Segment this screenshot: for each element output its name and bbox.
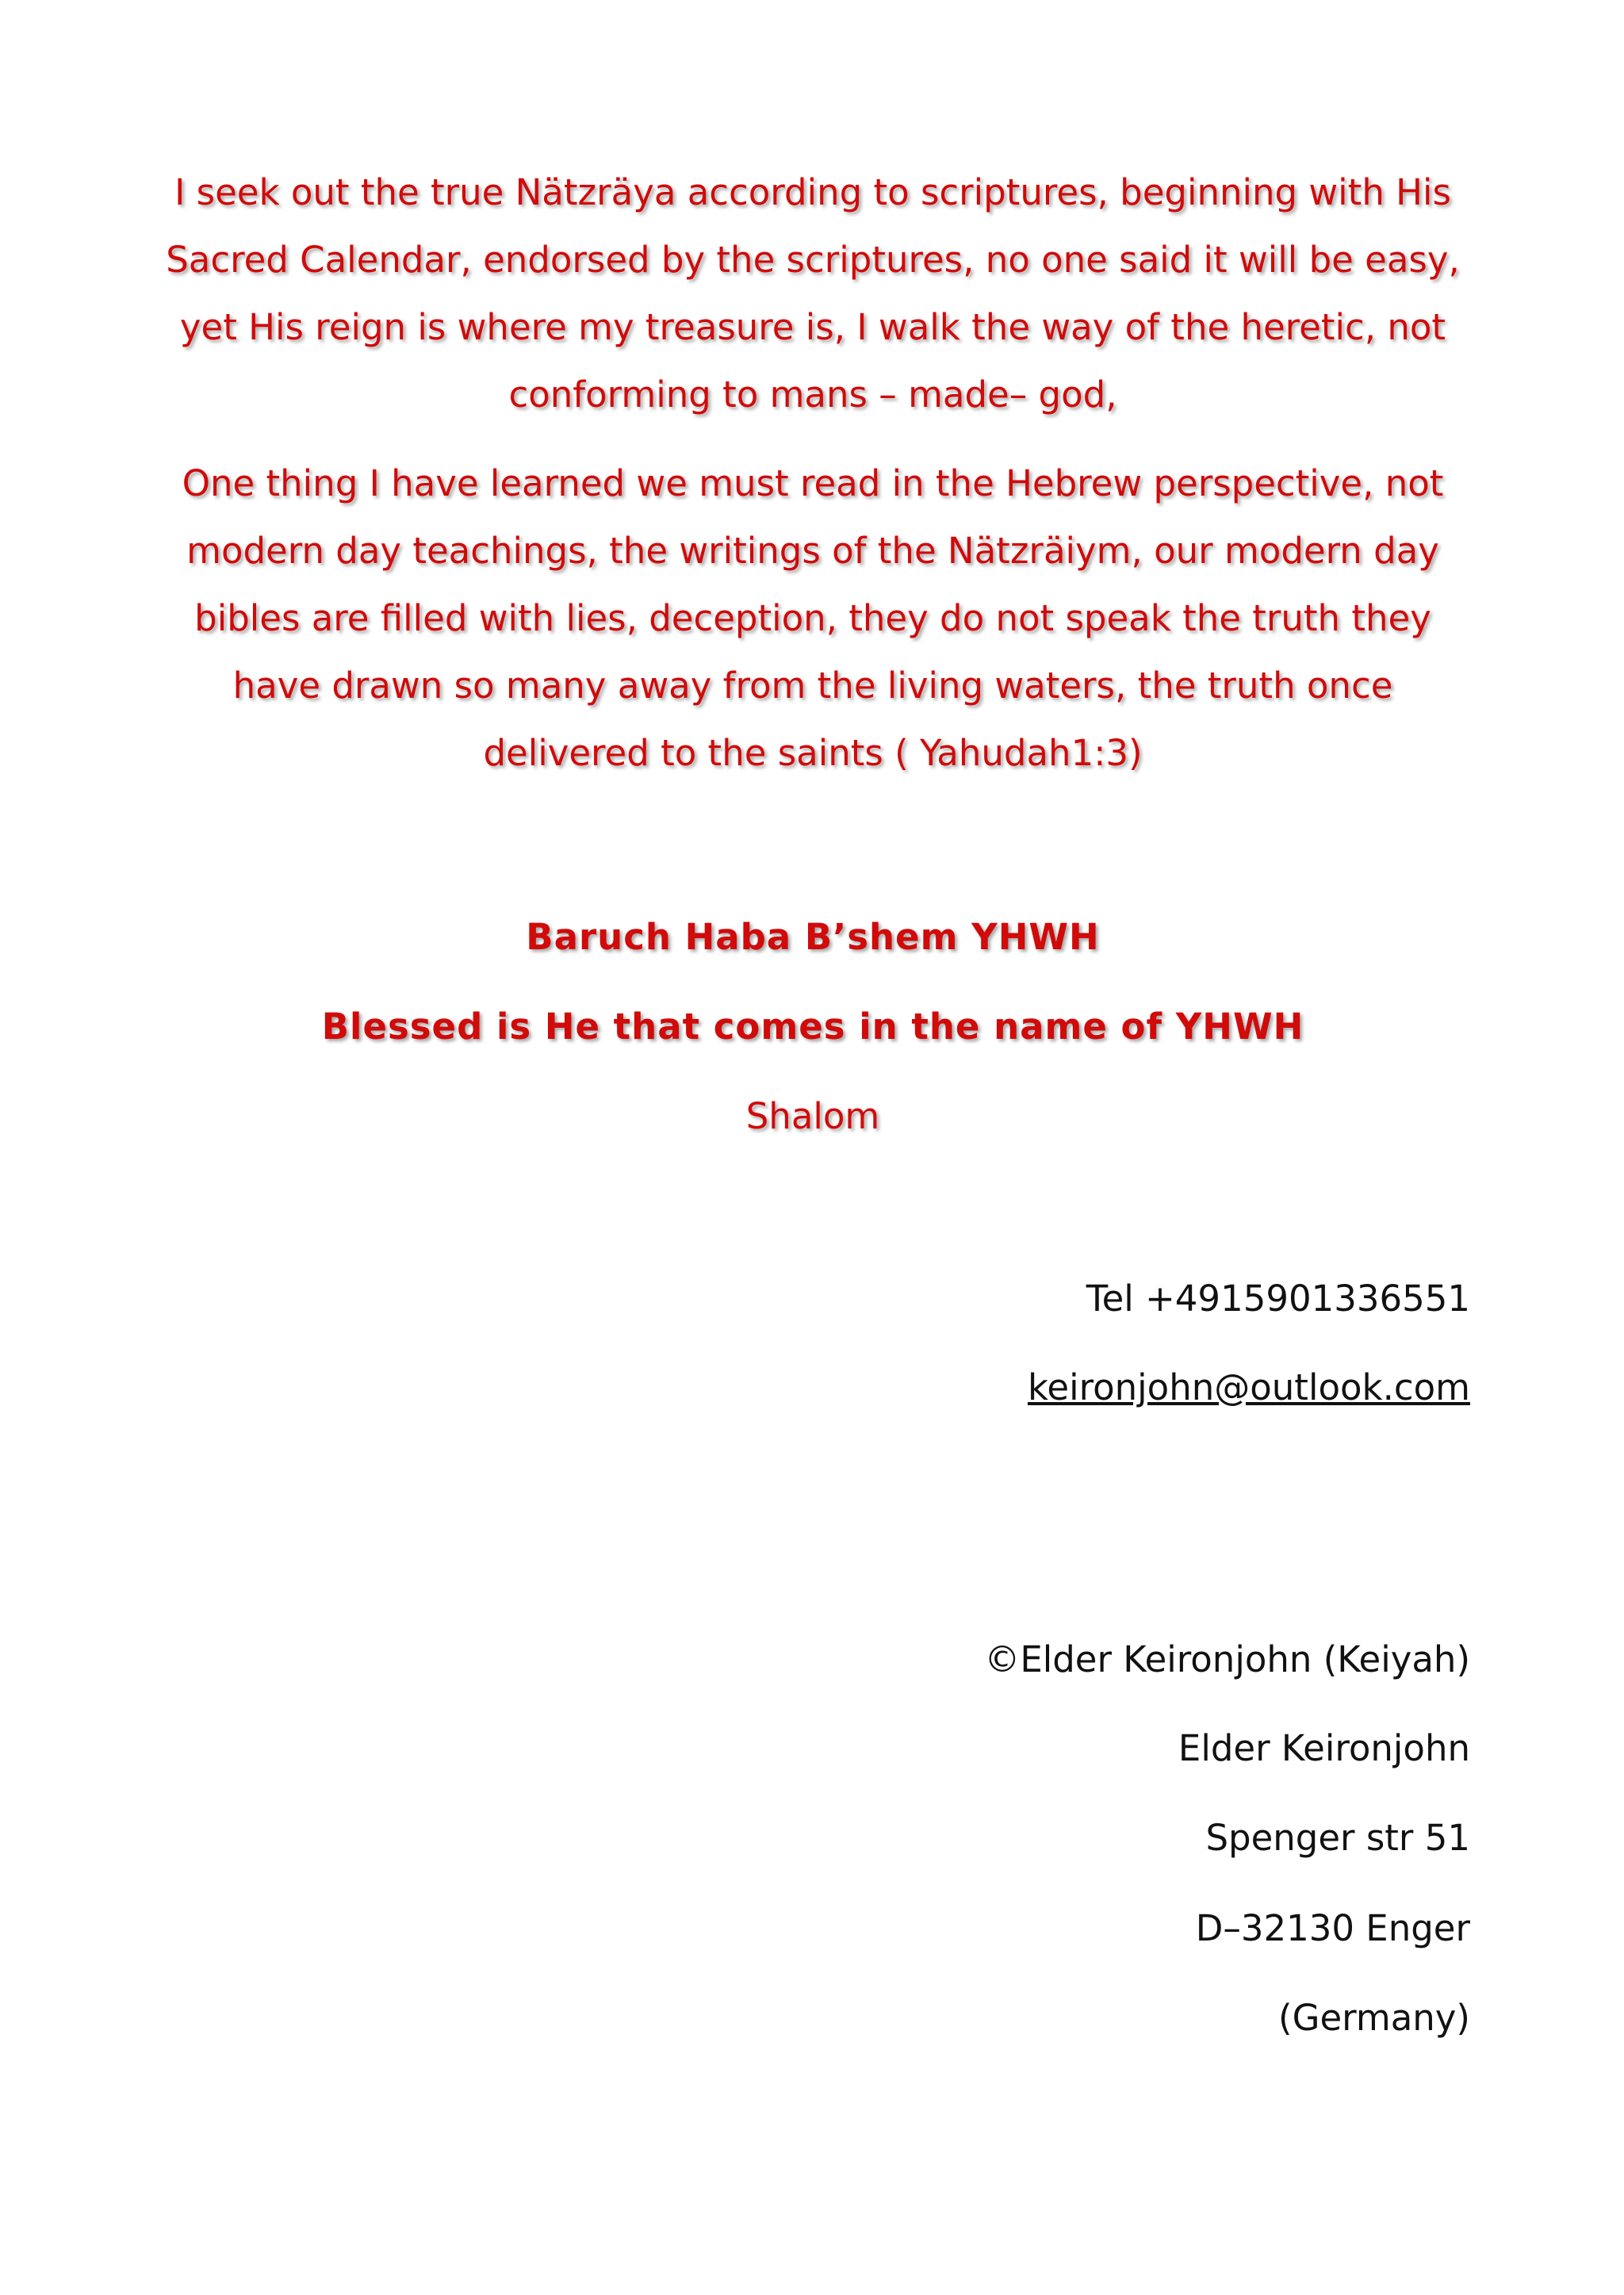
address-country: (Germany) (1278, 1997, 1470, 2039)
address-street: Spenger str 51 (1205, 1817, 1470, 1859)
hebrew-perspective-paragraph: One thing I have learned we must read in the Hebrew perspective, not modern day teachings, the writings of the Nätzräiym, our modern day bibles are filled with lies, deception, they do not speak the truth they have drawn so many away from the living waters, the truth once delivered to the saints ( Yahudah1:3) (182, 462, 1444, 774)
blessed-heading: Blessed is He that comes in the name of YHWH (321, 1006, 1304, 1048)
address-name: Elder Keironjohn (1178, 1727, 1470, 1769)
baruch-haba-heading: Baruch Haba B’shem YHWH (526, 916, 1100, 958)
telephone-number: Tel +4915901336551 (1086, 1278, 1470, 1320)
address-city: D–32130 Enger (1195, 1907, 1470, 1949)
shalom-closing: Shalom (745, 1095, 880, 1137)
copyright-line: ©Elder Keironjohn (Keiyah) (984, 1638, 1470, 1680)
email-link[interactable]: keironjohn@outlook.com (1027, 1366, 1470, 1408)
intro-paragraph: I seek out the true Nätzräya according to scriptures, beginning with His Sacred Calendar, endorsed by the scriptures, no one said it will be easy, yet His reign is where my treasure is, I walk the way of the heretic, not conforming to mans – made– god, (166, 171, 1460, 416)
